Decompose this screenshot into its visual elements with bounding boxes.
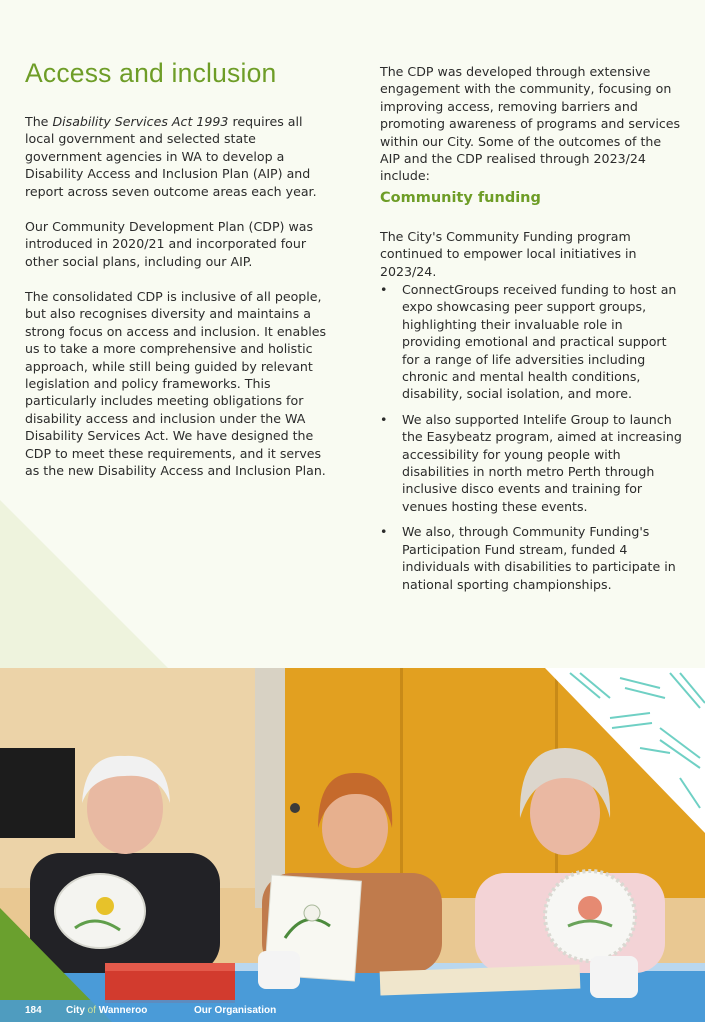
city-name-text: Wanneroo [96,1005,148,1016]
paragraph-consolidated: The consolidated CDP is inclusive of all people, but also recognises diversity and maintains a strong focus on access and inclusion. It enables us to take a more comprehensive and holistic approach, while still being guided by relevant legislation and policy frameworks. This particularly includes meeting obligations for disability access and inclusion under the WA Disability Services Act. We have designed the CDP to meet these requirements, and it serves as the new Disability Access and Inclusion Plan. [25,289,327,479]
list-item [380,281,685,403]
paragraph-act [25,113,335,200]
city-logo-text [66,1005,147,1016]
act-post: requires all local government and selected state government agencies in WA to develop a Disability Access and Inclusion Plan (AIP) and report across seven outcome areas each year. [25,114,317,199]
bullet-icon: • [380,282,388,297]
city-of-text: of [87,1005,97,1016]
list-item-text: ConnectGroups received funding to host an expo showcasing peer support groups, highlighting their invaluable role in providing emotional and practical support for a range of life adversities including chronic and mental health conditions, disability, social isolation, and more. [402,282,677,402]
paragraph-intro: The CDP was developed through extensive engagement with the community, focusing on improving access, removing barriers and promoting awareness of programs and services within our City. Some of the outcomes of the AIP and the CDP realised through 2023/24 include: [380,64,681,184]
act-pre: The [25,114,53,129]
page-heading: Access and inclusion [25,58,277,88]
list-item-text: We also supported Intelife Group to launch the Easybeatz program, aimed at increasing accessibility for young people with disabilities in north metro Perth through inclusive disco events and training for venues hosting these events. [402,411,682,514]
funding-bullet-list [380,281,685,601]
photo-women-with-painted-plates [0,668,705,1022]
paragraph-funding: The City's Community Funding program continued to empower local initiatives in 2023/24. [380,229,637,279]
page-footer [0,1000,705,1022]
bullet-icon: • [380,411,388,427]
list-item-text: We also, through Community Funding's Participation Fund stream, funded 4 individuals with disabilities to participate in national sporting championships. [402,524,676,592]
bullet-icon: • [380,524,388,540]
background-triangle [0,500,170,670]
list-item [380,523,685,593]
paragraph-cdp: Our Community Development Plan (CDP) was introduced in 2020/21 and incorporated four other social plans, including our AIP. [25,219,314,269]
page-number: 184 [25,1005,42,1016]
subheading-community-funding: Community funding [380,190,541,206]
footer-section-title: Our Organisation [194,1005,277,1016]
city-text: City [66,1005,88,1016]
act-name: Disability Services Act 1993 [52,114,229,129]
list-item [380,411,685,515]
